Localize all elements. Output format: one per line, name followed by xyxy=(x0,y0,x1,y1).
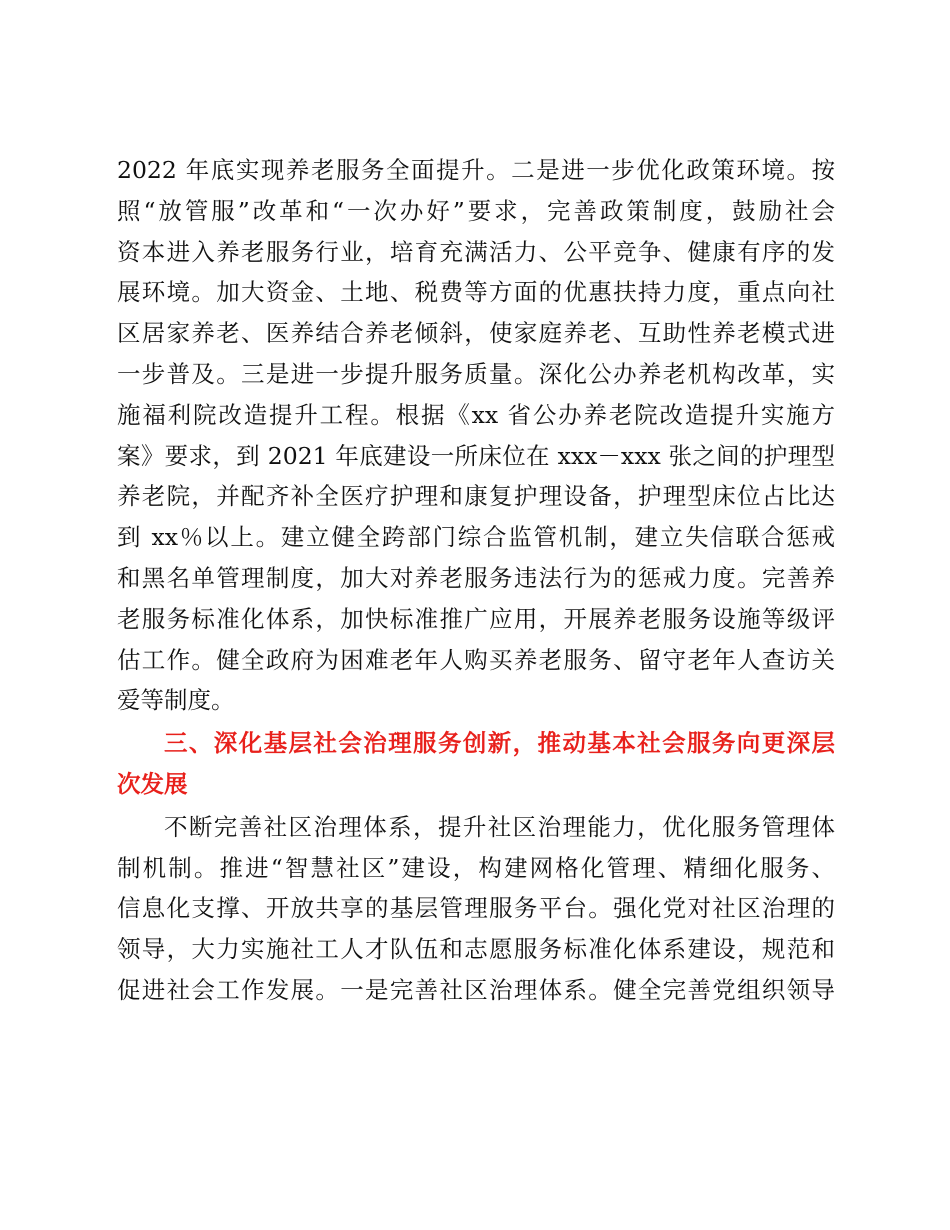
paragraph-line: 养老院，并配齐补全医疗护理和康复护理设备，护理型床位占比达 xyxy=(117,482,835,511)
paragraph-line: 老服务标准化体系，加快标准推广应用，开展养老服务设施等级评 xyxy=(117,604,835,633)
paragraph-line: 促进社会工作发展。一是完善社区治理体系。健全完善党组织领导 xyxy=(117,975,835,1004)
paragraph-line: 施福利院改造提升工程。根据《xx 省公办养老院改造提升实施方 xyxy=(117,400,835,429)
paragraph-line: 不断完善社区治理体系，提升社区治理能力，优化服务管理体 xyxy=(164,812,835,841)
paragraph-line: 信息化支撑、开放共享的基层管理服务平台。强化党对社区治理的 xyxy=(117,894,835,923)
paragraph-line: 区居家养老、医养结合养老倾斜，使家庭养老、互助性养老模式进 xyxy=(117,319,835,348)
paragraph-line: 制机制。推进“智慧社区”建设，构建网格化管理、精细化服务、 xyxy=(117,853,835,882)
paragraph-line: 爱等制度。 xyxy=(117,686,235,715)
heading-line: 三、深化基层社会治理服务创新，推动基本社会服务向更深层 xyxy=(164,729,835,758)
document-body xyxy=(117,150,835,1011)
paragraph-line: 案》要求，到 2021 年底建设一所床位在 xxx－xxx 张之间的护理型 xyxy=(117,441,835,470)
paragraph-line: 一步普及。三是进一步提升服务质量。深化公办养老机构改革，实 xyxy=(117,359,835,388)
body-paragraph-2 xyxy=(117,807,835,1011)
paragraph-line: 和黑名单管理制度，加大对养老服务违法行为的惩戒力度。完善养 xyxy=(117,563,835,592)
paragraph-line: 2022 年底实现养老服务全面提升。二是进一步优化政策环境。按 xyxy=(117,156,835,184)
body-paragraph-1 xyxy=(117,150,835,721)
paragraph-line: 照“放管服”改革和“一次办好”要求，完善政策制度，鼓励社会 xyxy=(117,196,835,225)
section-heading xyxy=(117,723,835,805)
heading-line: 次发展 xyxy=(117,769,188,798)
paragraph-line: 展环境。加大资金、土地、税费等方面的优惠扶持力度，重点向社 xyxy=(117,278,835,307)
paragraph-line: 资本进入养老服务行业，培育充满活力、公平竞争、健康有序的发 xyxy=(117,237,835,266)
paragraph-line: 到 xx％以上。建立健全跨部门综合监管机制，建立失信联合惩戒 xyxy=(117,523,835,552)
paragraph-line: 领导，大力实施社工人才队伍和志愿服务标准化体系建设，规范和 xyxy=(117,935,835,964)
paragraph-line: 估工作。健全政府为困难老年人购买养老服务、留守老年人查访关 xyxy=(117,645,835,674)
